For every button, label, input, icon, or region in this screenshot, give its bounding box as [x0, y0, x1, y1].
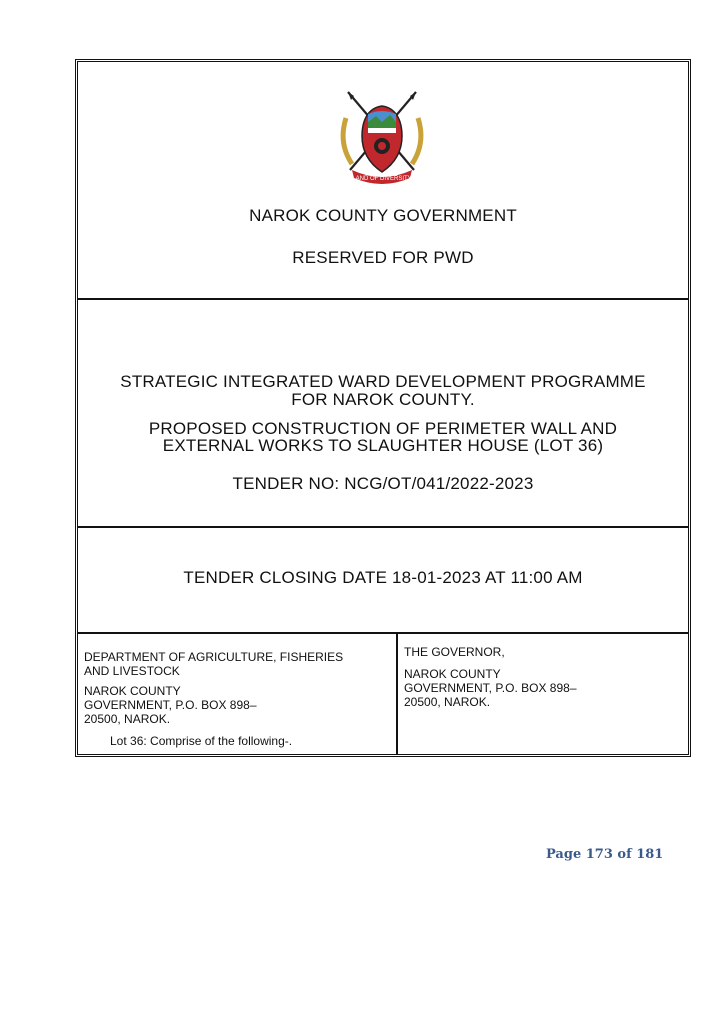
department-line-1: DEPARTMENT OF AGRICULTURE, FISHERIES	[84, 650, 344, 664]
header-section	[78, 62, 688, 300]
address-line-1: NAROK COUNTY	[84, 684, 181, 698]
org-name: NAROK COUNTY GOVERNMENT	[249, 206, 517, 225]
programme-line-1: STRATEGIC INTEGRATED WARD DEVELOPMENT PROGRAMME	[120, 372, 646, 391]
project-line-2: EXTERNAL WORKS TO SLAUGHTER HOUSE (LOT 36)	[162, 436, 604, 455]
address-section	[78, 634, 688, 754]
governor-address	[398, 634, 688, 754]
page-number: Page 173 of 181	[546, 847, 664, 862]
county-emblem-icon	[334, 88, 430, 188]
cover-frame	[75, 59, 691, 757]
closing-date-section	[78, 528, 688, 634]
governor-line-4: 20500, NAROK.	[404, 695, 491, 709]
closing-date: TENDER CLOSING DATE 18-01-2023 AT 11:00 AM	[183, 568, 583, 587]
tender-number: TENDER NO: NCG/OT/041/2022-2023	[232, 474, 534, 493]
tender-title-section	[78, 300, 688, 528]
address-line-2: GOVERNMENT, P.O. BOX 898–	[84, 698, 257, 712]
department-address	[78, 634, 398, 754]
governor-line-2: NAROK COUNTY	[404, 667, 501, 681]
programme-line-2: FOR NAROK COUNTY.	[291, 390, 475, 409]
reserved-label: RESERVED FOR PWD	[292, 248, 474, 267]
governor-line-3: GOVERNMENT, P.O. BOX 898–	[404, 681, 577, 695]
emblem-motto: LAND OF DIVERSITY	[352, 176, 412, 182]
project-line-1: PROPOSED CONSTRUCTION OF PERIMETER WALL AND	[148, 419, 618, 438]
department-line-2: AND LIVESTOCK	[84, 664, 180, 678]
address-line-3: 20500, NAROK.	[84, 712, 171, 726]
governor-line-1: THE GOVERNOR,	[404, 645, 505, 659]
lot-description: Lot 36: Comprise of the following-.	[110, 734, 293, 748]
